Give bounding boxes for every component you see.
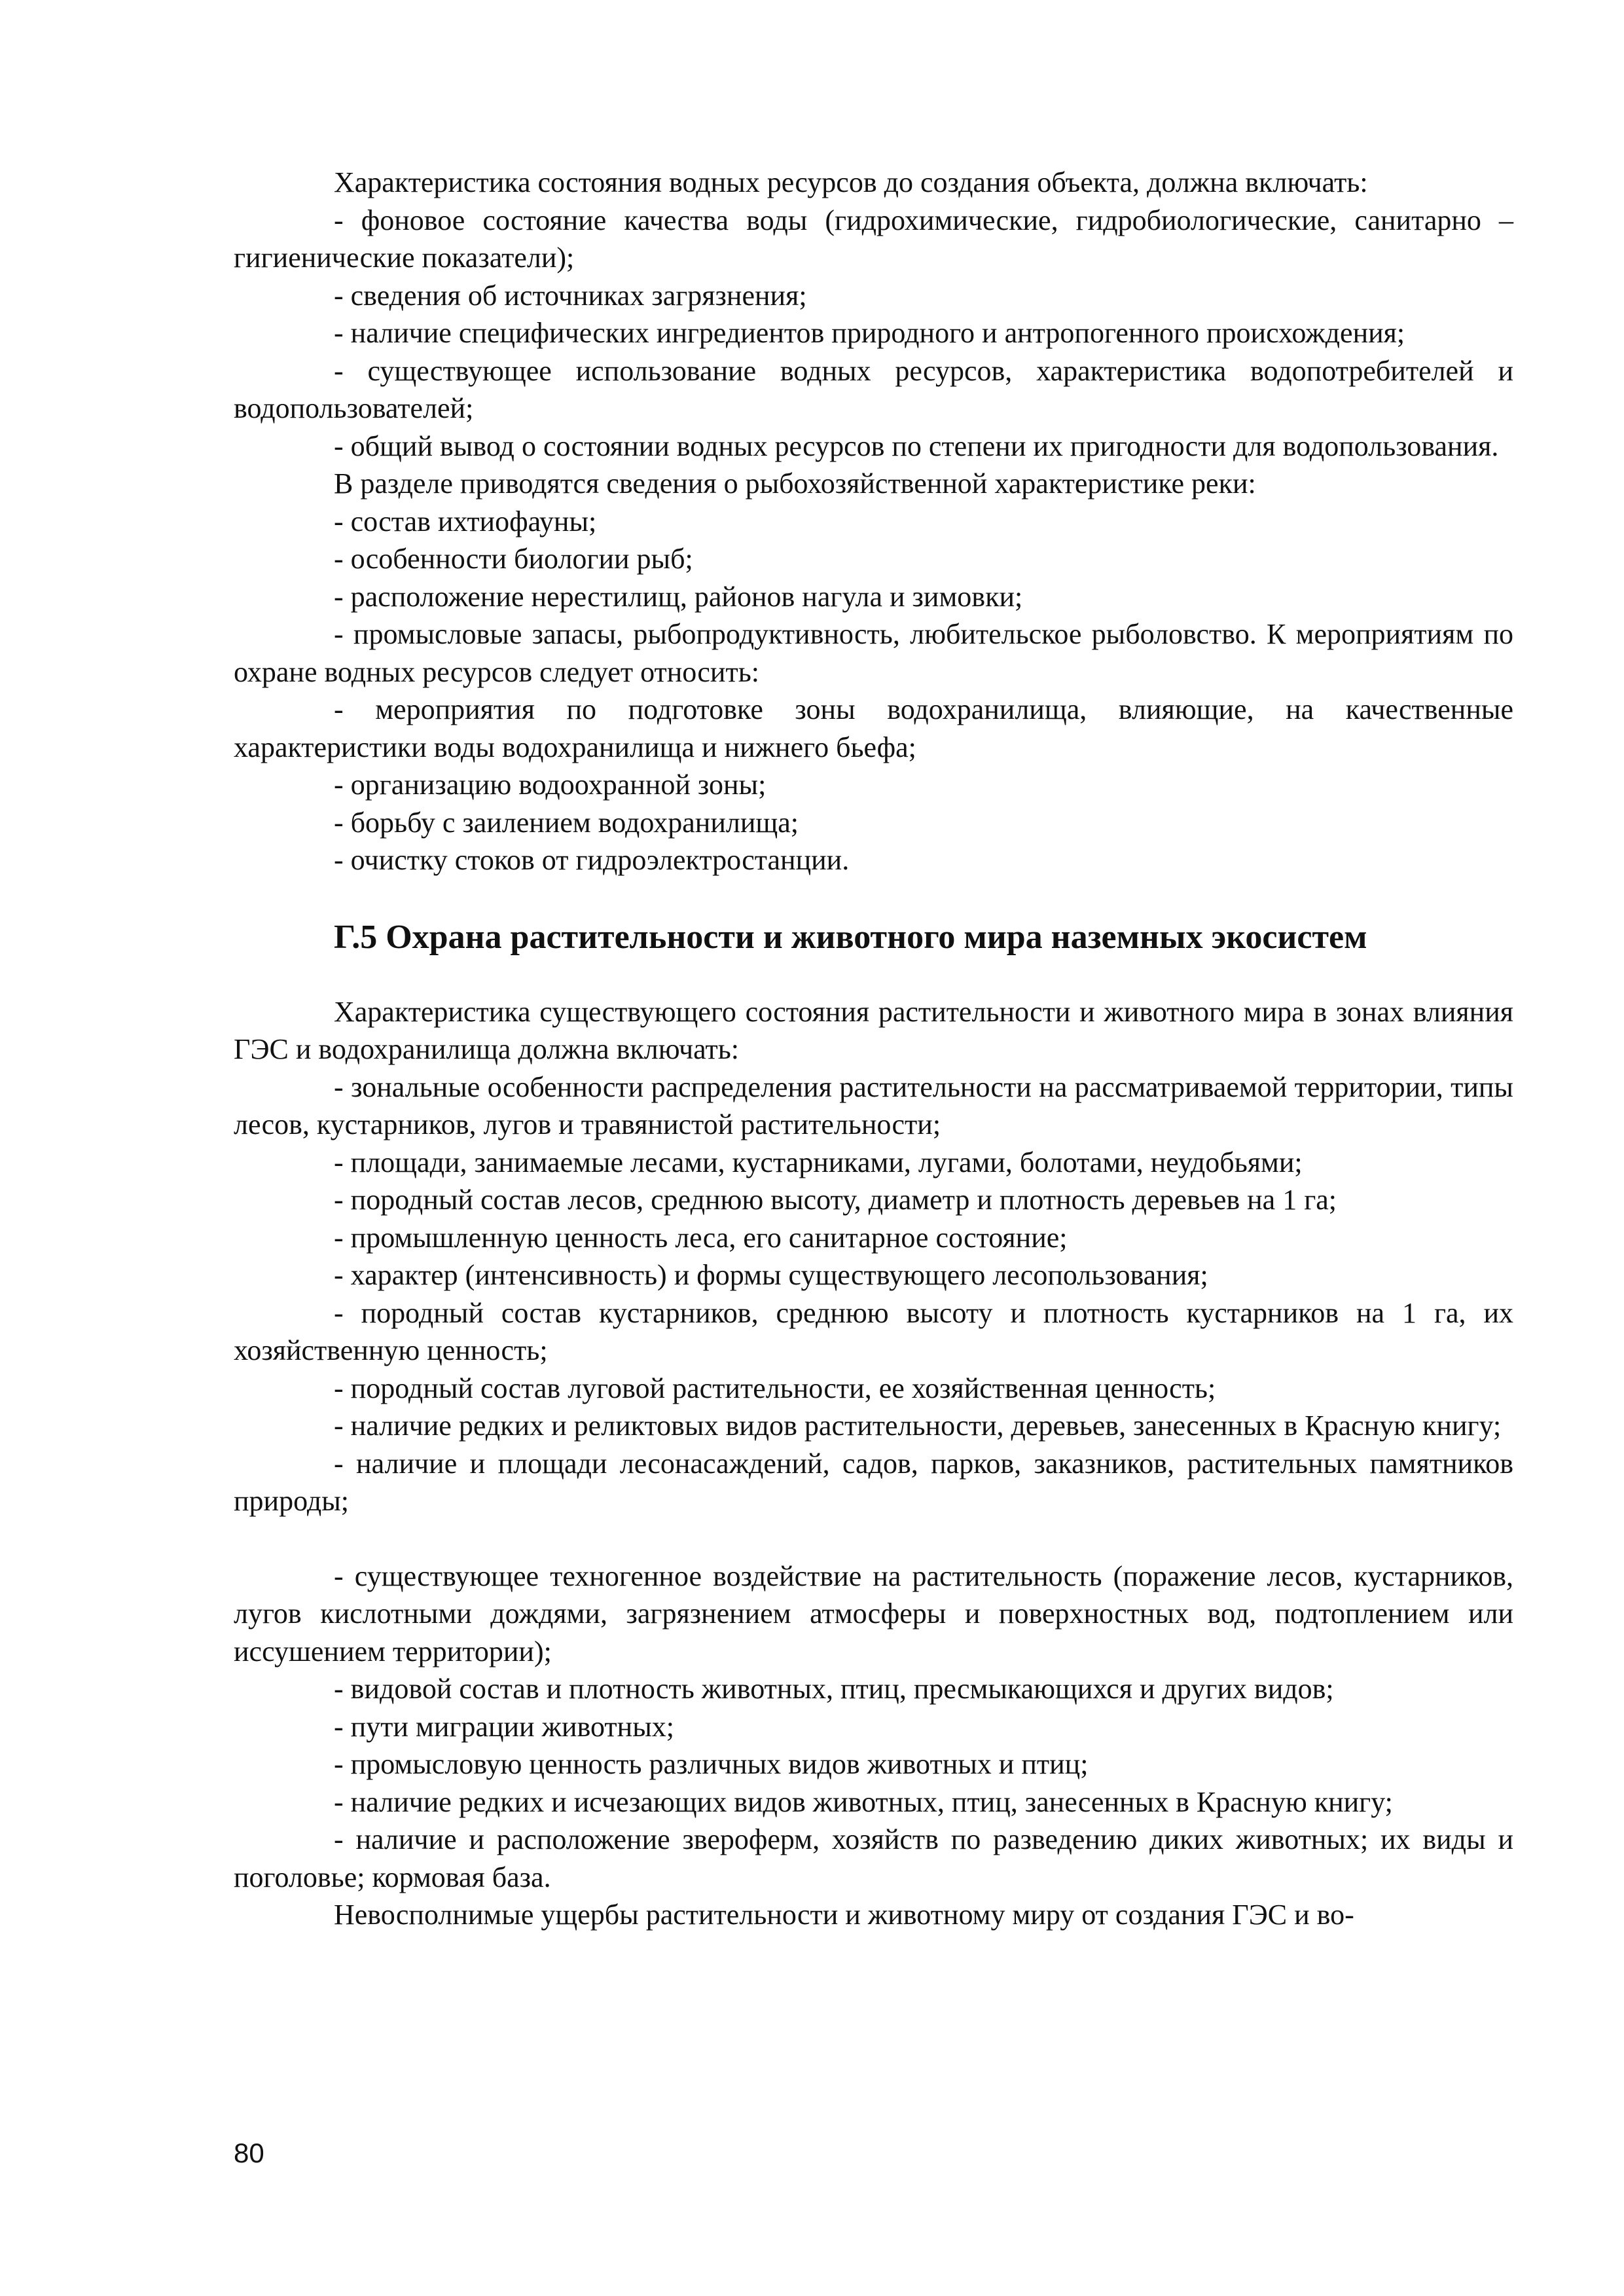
list-item: - наличие редких и исчезающих видов животных, птиц, занесенных в Красную книгу; bbox=[334, 1785, 1393, 1818]
list-item: - общий вывод о состоянии водных ресурсов по степени их пригодности для водопользования. bbox=[334, 429, 1499, 462]
list-item: - наличие и площади лесонасаждений, садов, парков, заказников, растительных памятников природы; bbox=[234, 1447, 1513, 1517]
list-item: - сведения об источниках загрязнения; bbox=[334, 279, 807, 312]
list-item: - существующее техногенное воздействие на растительность (поражение лесов, кустарников, лугов кислотными дождями, загрязнением атмосферы и поверхностных вод, подтоплением или иссушением территории); bbox=[234, 1559, 1513, 1667]
list-item: - промысловые запасы, рыбопродуктивность, любительское рыболовство. К мероприятиям по охране водных ресурсов следует относить: bbox=[234, 618, 1513, 688]
paragraph: В разделе приводятся сведения о рыбохозяйственной характеристике реки: bbox=[334, 467, 1256, 500]
list-item: - существующее использование водных ресурсов, характеристика водопотребителей и водопользователей; bbox=[234, 354, 1513, 424]
paragraph: Невосполнимые ущербы растительности и животному миру от создания ГЭС и во- bbox=[334, 1899, 1354, 1931]
document-page bbox=[234, 164, 1513, 1934]
vegetation-section bbox=[234, 993, 1513, 1934]
blank-line bbox=[234, 1520, 1513, 1558]
list-item: - наличие и расположение звероферм, хозяйств по разведению диких животных; их виды и поголовье; кормовая база. bbox=[234, 1823, 1513, 1893]
page-number: 80 bbox=[234, 2138, 264, 2168]
list-item: - очистку стоков от гидроэлектростанции. bbox=[334, 844, 850, 876]
list-item: - характер (интенсивность) и формы существующего лесопользования; bbox=[334, 1259, 1208, 1291]
list-item: - породный состав луговой растительности, ее хозяйственная ценность; bbox=[334, 1372, 1216, 1404]
list-item: - наличие редких и реликтовых видов растительности, деревьев, занесенных в Красную книгу; bbox=[334, 1410, 1502, 1442]
list-item: - площади, занимаемые лесами, кустарниками, лугами, болотами, неудобьями; bbox=[334, 1146, 1303, 1178]
list-item: - породный состав лесов, среднюю высоту, диаметр и плотность деревьев на 1 га; bbox=[334, 1184, 1337, 1216]
list-item: - промышленную ценность леса, его санитарное состояние; bbox=[334, 1221, 1068, 1254]
paragraph: Характеристика состояния водных ресурсов до создания объекта, должна включать: bbox=[334, 166, 1368, 198]
section-heading: Г.5 Охрана растительности и животного мира наземных экосистем bbox=[334, 918, 1367, 956]
list-item: - породный состав кустарников, среднюю высоту и плотность кустарников на 1 га, их хозяйственную ценность; bbox=[234, 1296, 1513, 1366]
list-item: - особенности биологии рыб; bbox=[334, 543, 693, 575]
list-item: - расположение нерестилищ, районов нагула и зимовки; bbox=[334, 580, 1023, 613]
list-item: - мероприятия по подготовке зоны водохранилища, влияющие, на качественные характеристики воды водохранилища и нижнего бьефа; bbox=[234, 693, 1513, 763]
water-section bbox=[234, 164, 1513, 879]
list-item: - организацию водоохранной зоны; bbox=[334, 769, 767, 801]
paragraph: Характеристика существующего состояния растительности и животного мира в зонах влияния ГЭС и водохранилища должна включать: bbox=[234, 995, 1513, 1065]
list-item: - пути миграции животных; bbox=[334, 1710, 674, 1743]
list-item: - борьбу с заилением водохранилища; bbox=[334, 806, 799, 839]
list-item: - состав ихтиофауны; bbox=[334, 505, 597, 538]
list-item: - промысловую ценность различных видов животных и птиц; bbox=[334, 1748, 1089, 1780]
list-item: - фоновое состояние качества воды (гидрохимические, гидробиологические, санитарно – гигиенические показатели); bbox=[234, 204, 1513, 274]
list-item: - видовой состав и плотность животных, птиц, пресмыкающихся и других видов; bbox=[334, 1673, 1334, 1705]
list-item: - зональные особенности распределения растительности на рассматриваемой территории, типы лесов, кустарников, лугов и травянистой растительности; bbox=[234, 1070, 1513, 1140]
list-item: - наличие специфических ингредиентов природного и антропогенного происхождения; bbox=[334, 317, 1405, 349]
